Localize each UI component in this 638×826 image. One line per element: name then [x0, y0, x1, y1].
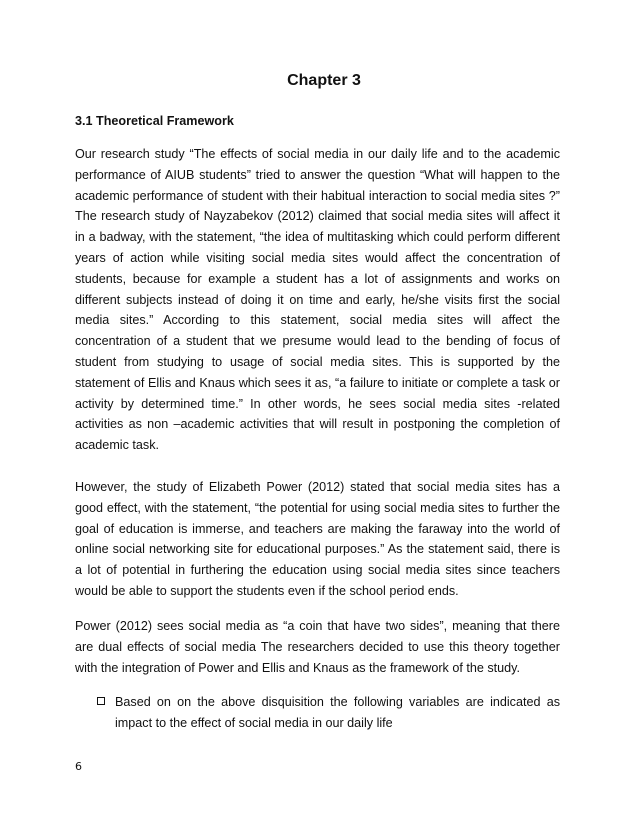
page-number: 6 [75, 760, 82, 773]
checkbox-bullet-icon [97, 697, 105, 705]
paragraph-research-study: Our research study “The effects of social media in our daily life and to the academic performance of AIUB students” tried to answer the question “What will happen to the academic performance of student with their habitual interaction to social media sites ?” The research study of Nayzabekov (2012) claimed that social media sites will affect it in a badway, with the statement, “the idea of multitasking which could perform different years of action while visiting social media sites would affect the concentration of students, because for example a student has a lot of assignments and works on different subjects instead of doing it on time and early, he/she visits first the social media sites.” According to this statement, social media sites will affect the concentration of a student that we presume would lead to the bending of focus of student from studying to usage of social media sites. This is supported by the statement of Ellis and Knaus which sees it as, “a failure to initiate or complete a task or activity by determined time.” In other words, he sees social media sites -related activities as non –academic activities that will result in postponing the completion of academic task. [75, 147, 560, 453]
paragraph-two-sides: Power (2012) sees social media as “a coin that have two sides”, meaning that there are dual effects of social media The researchers decided to use this theory together with the integration of Power and Ellis and Knaus as the framework of the study. [75, 619, 560, 675]
section-heading: 3.1 Theoretical Framework [75, 114, 234, 128]
paragraph-elizabeth-power: However, the study of Elizabeth Power (2012) stated that social media sites has a good effect, with the statement, “the potential for using social media sites to further the goal of education is immerse, and teachers are making the faraway into the world of online social networking site for educational purposes.” As the statement said, there is a lot of potential in furthering the education using social media sites since teachers would be able to support the students even if the school period ends. [75, 480, 560, 598]
chapter-title: Chapter 3 [287, 72, 361, 89]
bullet-item [97, 692, 560, 734]
bullet-text: Based on on the above disquisition the following variables are indicated as impact to the effect of social media in our daily life [115, 695, 560, 730]
